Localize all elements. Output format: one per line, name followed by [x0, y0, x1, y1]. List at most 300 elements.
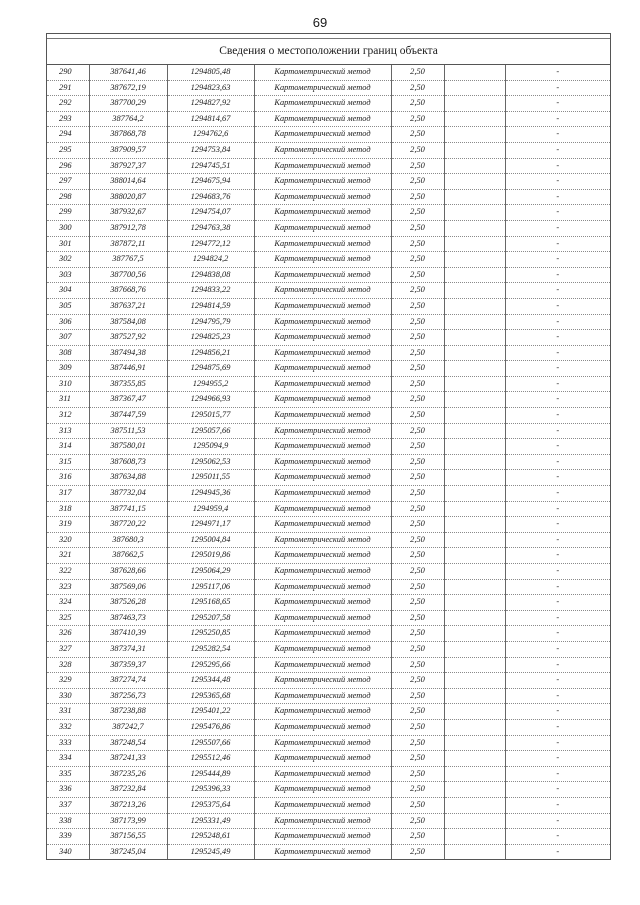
precision-cell: 2,50: [391, 486, 444, 502]
point-number-cell: 313: [47, 423, 89, 439]
table-row: [47, 829, 610, 845]
x-coordinate-cell: 387355,85: [89, 376, 167, 392]
point-number-cell: 307: [47, 330, 89, 346]
x-coordinate-cell: 387359,37: [89, 657, 167, 673]
x-coordinate-cell: 387463,73: [89, 610, 167, 626]
table-body: [47, 65, 610, 859]
y-coordinate-cell: 1295512,46: [167, 751, 254, 767]
empty-cell: [444, 751, 505, 767]
y-coordinate-cell: 1294683,76: [167, 189, 254, 205]
point-number-cell: 333: [47, 735, 89, 751]
empty-cell: [444, 408, 505, 424]
precision-cell: 2,50: [391, 782, 444, 798]
precision-cell: 2,50: [391, 766, 444, 782]
point-number-cell: 299: [47, 205, 89, 221]
empty-cell: [444, 127, 505, 143]
x-coordinate-cell: 387700,29: [89, 96, 167, 112]
empty-cell: [444, 813, 505, 829]
method-cell: Картометрический метод: [254, 252, 391, 268]
x-coordinate-cell: 387367,47: [89, 392, 167, 408]
precision-cell: 2,50: [391, 501, 444, 517]
table-row: [47, 127, 610, 143]
boundary-points-table: [47, 65, 610, 859]
precision-cell: 2,50: [391, 189, 444, 205]
y-coordinate-cell: 1295476,86: [167, 719, 254, 735]
point-number-cell: 312: [47, 408, 89, 424]
empty-cell: [444, 361, 505, 377]
precision-cell: 2,50: [391, 657, 444, 673]
point-number-cell: 301: [47, 236, 89, 252]
empty-cell: [444, 96, 505, 112]
point-number-cell: 309: [47, 361, 89, 377]
point-number-cell: 326: [47, 626, 89, 642]
empty-cell: [444, 80, 505, 96]
x-coordinate-cell: 387634,88: [89, 470, 167, 486]
y-coordinate-cell: 1294971,17: [167, 517, 254, 533]
description-cell: -: [505, 392, 610, 408]
precision-cell: 2,50: [391, 205, 444, 221]
table-row: [47, 657, 610, 673]
precision-cell: 2,50: [391, 96, 444, 112]
empty-cell: [444, 486, 505, 502]
y-coordinate-cell: 1294827,92: [167, 96, 254, 112]
table-row: [47, 751, 610, 767]
point-number-cell: 291: [47, 80, 89, 96]
description-cell: -: [505, 252, 610, 268]
table-row: [47, 205, 610, 221]
point-number-cell: 325: [47, 610, 89, 626]
y-coordinate-cell: 1295094,9: [167, 439, 254, 455]
y-coordinate-cell: 1295168,65: [167, 595, 254, 611]
y-coordinate-cell: 1294754,07: [167, 205, 254, 221]
point-number-cell: 294: [47, 127, 89, 143]
table-row: [47, 158, 610, 174]
table-row: [47, 704, 610, 720]
empty-cell: [444, 532, 505, 548]
point-number-cell: 293: [47, 111, 89, 127]
description-cell: -: [505, 688, 610, 704]
x-coordinate-cell: 387156,55: [89, 829, 167, 845]
point-number-cell: 340: [47, 844, 89, 859]
empty-cell: [444, 844, 505, 859]
precision-cell: 2,50: [391, 813, 444, 829]
precision-cell: 2,50: [391, 641, 444, 657]
empty-cell: [444, 298, 505, 314]
point-number-cell: 337: [47, 797, 89, 813]
y-coordinate-cell: 1294833,22: [167, 283, 254, 299]
table-row: [47, 283, 610, 299]
description-cell: -: [505, 813, 610, 829]
method-cell: Картометрический метод: [254, 641, 391, 657]
x-coordinate-cell: 387526,28: [89, 595, 167, 611]
empty-cell: [444, 314, 505, 330]
precision-cell: 2,50: [391, 376, 444, 392]
y-coordinate-cell: 1294814,67: [167, 111, 254, 127]
point-number-cell: 322: [47, 564, 89, 580]
precision-cell: 2,50: [391, 142, 444, 158]
y-coordinate-cell: 1294675,94: [167, 174, 254, 190]
point-number-cell: 304: [47, 283, 89, 299]
empty-cell: [444, 283, 505, 299]
method-cell: Картометрический метод: [254, 657, 391, 673]
y-coordinate-cell: 1295019,86: [167, 548, 254, 564]
table-row: [47, 548, 610, 564]
point-number-cell: 310: [47, 376, 89, 392]
empty-cell: [444, 626, 505, 642]
x-coordinate-cell: 388014,64: [89, 174, 167, 190]
empty-cell: [444, 189, 505, 205]
empty-cell: [444, 142, 505, 158]
empty-cell: [444, 782, 505, 798]
point-number-cell: 302: [47, 252, 89, 268]
table-row: [47, 454, 610, 470]
y-coordinate-cell: 1295004,84: [167, 532, 254, 548]
x-coordinate-cell: 387235,26: [89, 766, 167, 782]
point-number-cell: 305: [47, 298, 89, 314]
empty-cell: [444, 392, 505, 408]
empty-cell: [444, 330, 505, 346]
method-cell: Картометрический метод: [254, 80, 391, 96]
method-cell: Картометрический метод: [254, 579, 391, 595]
point-number-cell: 290: [47, 65, 89, 80]
empty-cell: [444, 236, 505, 252]
point-number-cell: 297: [47, 174, 89, 190]
method-cell: Картометрический метод: [254, 470, 391, 486]
method-cell: Картометрический метод: [254, 345, 391, 361]
table-row: [47, 641, 610, 657]
x-coordinate-cell: 387672,19: [89, 80, 167, 96]
point-number-cell: 323: [47, 579, 89, 595]
table-row: [47, 486, 610, 502]
point-number-cell: 308: [47, 345, 89, 361]
point-number-cell: 311: [47, 392, 89, 408]
y-coordinate-cell: 1295375,64: [167, 797, 254, 813]
method-cell: Картометрический метод: [254, 142, 391, 158]
point-number-cell: 332: [47, 719, 89, 735]
y-coordinate-cell: 1294824,2: [167, 252, 254, 268]
description-cell: -: [505, 330, 610, 346]
point-number-cell: 339: [47, 829, 89, 845]
y-coordinate-cell: 1295062,53: [167, 454, 254, 470]
table-row: [47, 267, 610, 283]
description-cell: -: [505, 142, 610, 158]
description-cell: -: [505, 376, 610, 392]
precision-cell: 2,50: [391, 751, 444, 767]
description-cell: -: [505, 766, 610, 782]
precision-cell: 2,50: [391, 797, 444, 813]
description-cell: -: [505, 283, 610, 299]
method-cell: Картометрический метод: [254, 501, 391, 517]
y-coordinate-cell: 1294945,36: [167, 486, 254, 502]
description-cell: -: [505, 797, 610, 813]
empty-cell: [444, 735, 505, 751]
y-coordinate-cell: 1295344,48: [167, 673, 254, 689]
precision-cell: 2,50: [391, 127, 444, 143]
precision-cell: 2,50: [391, 283, 444, 299]
x-coordinate-cell: 387741,15: [89, 501, 167, 517]
y-coordinate-cell: 1294838,08: [167, 267, 254, 283]
x-coordinate-cell: 387256,73: [89, 688, 167, 704]
description-cell: -: [505, 127, 610, 143]
y-coordinate-cell: 1295444,89: [167, 766, 254, 782]
method-cell: Картометрический метод: [254, 65, 391, 80]
x-coordinate-cell: 387232,84: [89, 782, 167, 798]
description-cell: -: [505, 267, 610, 283]
method-cell: Картометрический метод: [254, 408, 391, 424]
description-cell: -: [505, 345, 610, 361]
empty-cell: [444, 376, 505, 392]
x-coordinate-cell: 387494,38: [89, 345, 167, 361]
method-cell: Картометрический метод: [254, 314, 391, 330]
section-title: Сведения о местоположении границ объекта: [47, 39, 610, 65]
table-row: [47, 564, 610, 580]
method-cell: Картометрический метод: [254, 766, 391, 782]
precision-cell: 2,50: [391, 298, 444, 314]
description-cell: -: [505, 673, 610, 689]
method-cell: Картометрический метод: [254, 454, 391, 470]
description-cell: -: [505, 65, 610, 80]
method-cell: Картометрический метод: [254, 127, 391, 143]
x-coordinate-cell: 387868,78: [89, 127, 167, 143]
method-cell: Картометрический метод: [254, 283, 391, 299]
table-row: [47, 345, 610, 361]
y-coordinate-cell: 1295117,06: [167, 579, 254, 595]
table-row: [47, 626, 610, 642]
method-cell: Картометрический метод: [254, 96, 391, 112]
description-cell: -: [505, 298, 610, 314]
description-cell: -: [505, 80, 610, 96]
point-number-cell: 335: [47, 766, 89, 782]
empty-cell: [444, 657, 505, 673]
table-row: [47, 65, 610, 80]
method-cell: Картометрический метод: [254, 610, 391, 626]
description-cell: -: [505, 579, 610, 595]
y-coordinate-cell: 1295401,22: [167, 704, 254, 720]
point-number-cell: 334: [47, 751, 89, 767]
table-row: [47, 532, 610, 548]
precision-cell: 2,50: [391, 610, 444, 626]
point-number-cell: 292: [47, 96, 89, 112]
empty-cell: [444, 610, 505, 626]
table-row: [47, 766, 610, 782]
table-row: [47, 314, 610, 330]
method-cell: Картометрический метод: [254, 236, 391, 252]
y-coordinate-cell: 1294823,63: [167, 80, 254, 96]
y-coordinate-cell: 1295250,85: [167, 626, 254, 642]
page-number: 69: [312, 15, 328, 30]
precision-cell: 2,50: [391, 158, 444, 174]
y-coordinate-cell: 1294955,2: [167, 376, 254, 392]
empty-cell: [444, 470, 505, 486]
table-row: [47, 392, 610, 408]
empty-cell: [444, 517, 505, 533]
method-cell: Картометрический метод: [254, 111, 391, 127]
x-coordinate-cell: 387274,74: [89, 673, 167, 689]
precision-cell: 2,50: [391, 470, 444, 486]
precision-cell: 2,50: [391, 330, 444, 346]
point-number-cell: 316: [47, 470, 89, 486]
precision-cell: 2,50: [391, 548, 444, 564]
empty-cell: [444, 423, 505, 439]
precision-cell: 2,50: [391, 595, 444, 611]
precision-cell: 2,50: [391, 564, 444, 580]
description-cell: -: [505, 548, 610, 564]
empty-cell: [444, 641, 505, 657]
x-coordinate-cell: 387511,53: [89, 423, 167, 439]
method-cell: Картометрический метод: [254, 220, 391, 236]
x-coordinate-cell: 387641,46: [89, 65, 167, 80]
empty-cell: [444, 548, 505, 564]
method-cell: Картометрический метод: [254, 751, 391, 767]
precision-cell: 2,50: [391, 532, 444, 548]
precision-cell: 2,50: [391, 829, 444, 845]
x-coordinate-cell: 387608,73: [89, 454, 167, 470]
description-cell: -: [505, 454, 610, 470]
table-row: [47, 673, 610, 689]
point-number-cell: 338: [47, 813, 89, 829]
description-cell: -: [505, 158, 610, 174]
empty-cell: [444, 766, 505, 782]
empty-cell: [444, 829, 505, 845]
method-cell: Картометрический метод: [254, 595, 391, 611]
x-coordinate-cell: 387872,11: [89, 236, 167, 252]
method-cell: Картометрический метод: [254, 782, 391, 798]
point-number-cell: 328: [47, 657, 89, 673]
empty-cell: [444, 688, 505, 704]
table-row: [47, 501, 610, 517]
precision-cell: 2,50: [391, 408, 444, 424]
method-cell: Картометрический метод: [254, 267, 391, 283]
table-row: [47, 688, 610, 704]
table-row: [47, 298, 610, 314]
description-cell: -: [505, 751, 610, 767]
precision-cell: 2,50: [391, 252, 444, 268]
y-coordinate-cell: 1295245,49: [167, 844, 254, 859]
y-coordinate-cell: 1294959,4: [167, 501, 254, 517]
description-cell: -: [505, 174, 610, 190]
empty-cell: [444, 267, 505, 283]
description-cell: -: [505, 735, 610, 751]
precision-cell: 2,50: [391, 517, 444, 533]
precision-cell: 2,50: [391, 220, 444, 236]
method-cell: Картометрический метод: [254, 719, 391, 735]
empty-cell: [444, 595, 505, 611]
precision-cell: 2,50: [391, 626, 444, 642]
empty-cell: [444, 719, 505, 735]
table-row: [47, 142, 610, 158]
y-coordinate-cell: 1295064,29: [167, 564, 254, 580]
precision-cell: 2,50: [391, 423, 444, 439]
precision-cell: 2,50: [391, 361, 444, 377]
point-number-cell: 324: [47, 595, 89, 611]
description-cell: -: [505, 501, 610, 517]
point-number-cell: 317: [47, 486, 89, 502]
x-coordinate-cell: 387732,04: [89, 486, 167, 502]
method-cell: Картометрический метод: [254, 189, 391, 205]
x-coordinate-cell: 388020,87: [89, 189, 167, 205]
table-row: [47, 408, 610, 424]
x-coordinate-cell: 387668,76: [89, 283, 167, 299]
description-cell: -: [505, 189, 610, 205]
y-coordinate-cell: 1295331,49: [167, 813, 254, 829]
table-row: [47, 236, 610, 252]
precision-cell: 2,50: [391, 688, 444, 704]
method-cell: Картометрический метод: [254, 486, 391, 502]
description-cell: -: [505, 439, 610, 455]
description-cell: -: [505, 423, 610, 439]
x-coordinate-cell: 387580,01: [89, 439, 167, 455]
description-cell: -: [505, 314, 610, 330]
table-row: [47, 330, 610, 346]
y-coordinate-cell: 1294814,59: [167, 298, 254, 314]
description-cell: -: [505, 657, 610, 673]
x-coordinate-cell: 387245,04: [89, 844, 167, 859]
method-cell: Картометрический метод: [254, 813, 391, 829]
precision-cell: 2,50: [391, 439, 444, 455]
description-cell: -: [505, 782, 610, 798]
table-row: [47, 579, 610, 595]
empty-cell: [444, 579, 505, 595]
method-cell: Картометрический метод: [254, 361, 391, 377]
description-cell: -: [505, 486, 610, 502]
y-coordinate-cell: 1294772,12: [167, 236, 254, 252]
table-row: [47, 813, 610, 829]
description-cell: -: [505, 564, 610, 580]
x-coordinate-cell: 387238,88: [89, 704, 167, 720]
method-cell: Картометрический метод: [254, 704, 391, 720]
table-row: [47, 439, 610, 455]
table-row: [47, 735, 610, 751]
y-coordinate-cell: 1294753,84: [167, 142, 254, 158]
y-coordinate-cell: 1295295,66: [167, 657, 254, 673]
y-coordinate-cell: 1295282,54: [167, 641, 254, 657]
precision-cell: 2,50: [391, 579, 444, 595]
point-number-cell: 303: [47, 267, 89, 283]
y-coordinate-cell: 1294856,21: [167, 345, 254, 361]
description-cell: -: [556, 846, 560, 856]
table-row: [47, 782, 610, 798]
method-cell: Картометрический метод: [254, 205, 391, 221]
x-coordinate-cell: 387909,57: [89, 142, 167, 158]
y-coordinate-cell: 1294763,38: [167, 220, 254, 236]
empty-cell: [444, 65, 505, 80]
method-cell: Картометрический метод: [254, 532, 391, 548]
precision-cell: 2,50: [391, 392, 444, 408]
table-row: [47, 252, 610, 268]
precision-cell: 2,50: [391, 345, 444, 361]
x-coordinate-cell: 387374,31: [89, 641, 167, 657]
empty-cell: [444, 797, 505, 813]
table-row: [47, 610, 610, 626]
empty-cell: [444, 174, 505, 190]
empty-cell: [444, 501, 505, 517]
point-number-cell: 336: [47, 782, 89, 798]
table-row: [47, 111, 610, 127]
boundary-table-frame: [46, 33, 611, 860]
x-coordinate-cell: 387764,2: [89, 111, 167, 127]
x-coordinate-cell: 387680,3: [89, 532, 167, 548]
table-row: [47, 517, 610, 533]
method-cell: Картометрический метод: [254, 548, 391, 564]
description-cell: -: [505, 205, 610, 221]
description-cell: -: [505, 236, 610, 252]
y-coordinate-cell: 1294875,69: [167, 361, 254, 377]
precision-cell: 2,50: [391, 719, 444, 735]
precision-cell: 2,50: [391, 111, 444, 127]
y-coordinate-cell: 1295207,58: [167, 610, 254, 626]
precision-cell: 2,50: [391, 673, 444, 689]
table-row: [47, 80, 610, 96]
